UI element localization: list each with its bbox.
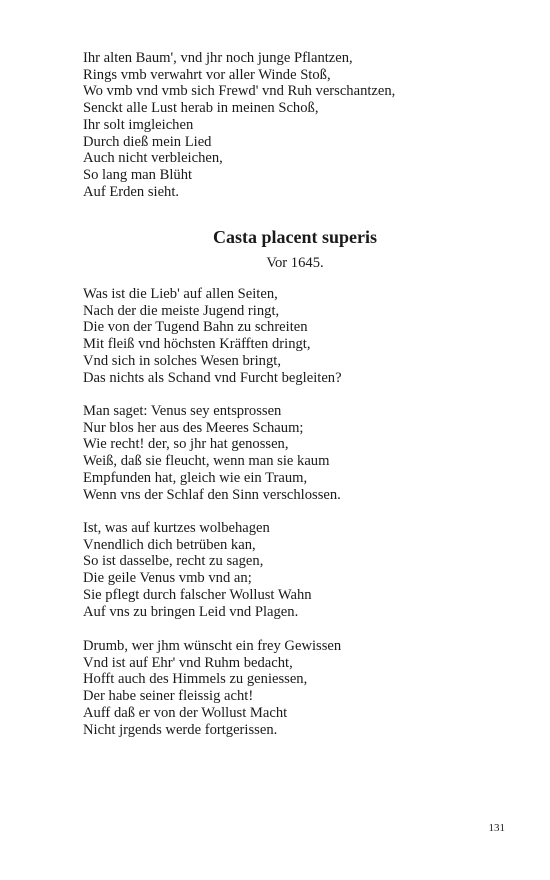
verse-line: Auf Erden sieht. (83, 183, 180, 200)
poem-title: Casta placent superis (212, 227, 377, 247)
verse-line: Die geile Venus vmb vnd an; (83, 570, 252, 587)
verse-line: Durch dieß mein Lied (83, 133, 212, 150)
verse-line: Nur blos her aus des Meeres Schaum; (83, 419, 304, 436)
verse-line: So ist dasselbe, recht zu sagen, (83, 553, 264, 570)
verse-line: Wo vmb vnd vmb sich Frewd' vnd Ruh verschantzen, (83, 83, 396, 100)
verse-line: Nach der die meiste Jugend ringt, (83, 302, 280, 319)
verse-line: Hofft auch des Himmels zu geniessen, (83, 671, 308, 688)
poem-stanza-2 (83, 403, 341, 503)
previous-poem-stanza (83, 50, 395, 200)
verse-line: Die von der Tugend Bahn zu schreiten (83, 319, 308, 336)
page-number: 131 (488, 822, 505, 834)
verse-line: Mit fleiß vnd höchsten Kräfften dringt, (83, 336, 311, 353)
verse-line: Nicht jrgends werde fortgerissen. (83, 721, 278, 738)
verse-line: Das nichts als Schand vnd Furcht begleiten? (83, 369, 342, 386)
verse-line: Empfunden hat, gleich wie ein Traum, (83, 469, 308, 486)
verse-line: Vnd ist auf Ehr' vnd Ruhm bedacht, (83, 654, 293, 671)
verse-line: Senckt alle Lust herab in meinen Schoß, (83, 100, 319, 117)
verse-line: So lang man Blüht (83, 166, 193, 183)
verse-line: Weiß, daß sie fleucht, wenn man sie kaum (83, 453, 330, 470)
verse-line: Auf vns zu bringen Leid vnd Plagen. (83, 603, 299, 620)
verse-line: Vnd sich in solches Wesen bringt, (83, 352, 281, 369)
verse-line: Rings vmb verwahrt vor aller Winde Stoß, (83, 66, 331, 83)
verse-line: Ihr alten Baum', vnd jhr noch junge Pflantzen, (83, 50, 353, 66)
verse-line: Was ist die Lieb' auf allen Seiten, (83, 286, 278, 302)
verse-line: Vnendlich dich betrüben kan, (83, 536, 256, 553)
verse-line: Drumb, wer jhm wünscht ein frey Gewissen (83, 638, 342, 654)
poem-date: Vor 1645. (266, 255, 324, 271)
verse-line: Auch nicht verbleichen, (83, 150, 223, 167)
verse-line: Auff daß er von der Wollust Macht (83, 704, 288, 721)
verse-line: Wenn vns der Schlaf den Sinn verschlossen. (83, 486, 341, 503)
poem-stanza-4 (83, 638, 341, 738)
verse-line: Ihr solt imgleichen (83, 116, 194, 133)
poem-stanza-3 (83, 520, 312, 620)
verse-line: Wie recht! der, so jhr hat genossen, (83, 436, 289, 453)
verse-line: Ist, was auf kurtzes wolbehagen (83, 520, 270, 536)
poem-stanza-1 (83, 286, 342, 386)
verse-line: Sie pflegt durch falscher Wollust Wahn (83, 586, 312, 603)
verse-line: Man saget: Venus sey entsprossen (83, 403, 282, 419)
verse-line: Der habe seiner fleissig acht! (83, 688, 254, 705)
